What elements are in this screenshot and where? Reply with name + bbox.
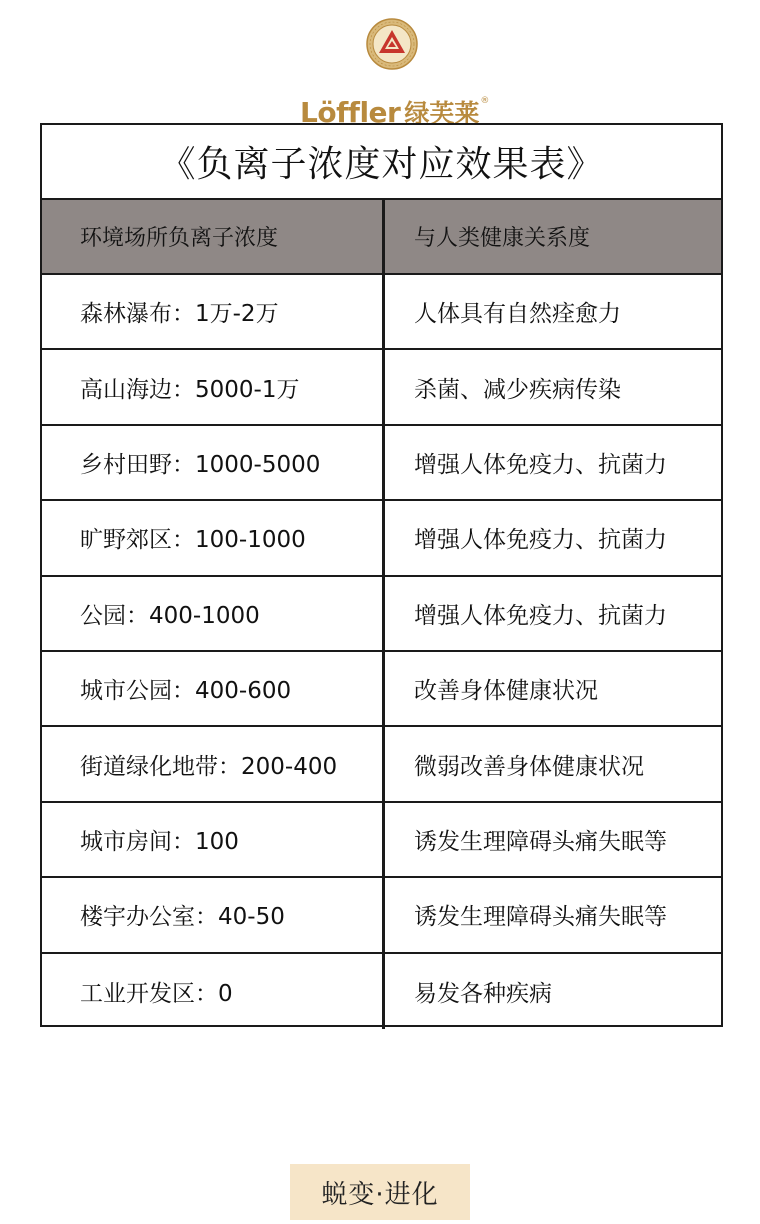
row-health-effect: 增强人体免疫力、抗菌力	[414, 527, 667, 554]
table-row	[42, 426, 721, 501]
table-row	[42, 652, 721, 727]
row-health-effect: 人体具有自然痊愈力	[414, 301, 621, 328]
table-header-row	[42, 200, 721, 275]
table-row	[42, 954, 721, 1029]
brand-logo	[0, 18, 760, 129]
header-concentration: 环境场所负离子浓度	[42, 200, 385, 273]
table-row	[42, 275, 721, 350]
row-health-effect: 杀菌、减少疾病传染	[414, 376, 621, 403]
footer-label: 蜕变·进化	[321, 1179, 439, 1210]
table-title: 《负离子浓度对应效果表》	[159, 144, 604, 185]
row-location-concentration: 街道绿化地带：200-400	[42, 727, 385, 800]
row-health-effect: 增强人体免疫力、抗菌力	[414, 602, 667, 629]
row-location-concentration: 旷野郊区：100-1000	[42, 501, 385, 574]
row-health-effect: 微弱改善身体健康状况	[414, 753, 644, 780]
row-location-concentration: 楼宇办公室：40-50	[42, 878, 385, 951]
row-health-effect: 改善身体健康状况	[414, 678, 598, 705]
row-location-concentration: 工业开发区：0	[42, 954, 385, 1029]
row-location-concentration: 高山海边：5000-1万	[42, 350, 385, 423]
registered-mark: ®	[480, 96, 490, 106]
row-location-concentration: 森林瀑布：1万-2万	[42, 275, 385, 348]
triangle-emblem-icon	[366, 18, 418, 70]
table-row	[42, 878, 721, 953]
table-row	[42, 577, 721, 652]
table-row	[42, 350, 721, 425]
row-location-concentration: 乡村田野：1000-5000	[42, 426, 385, 499]
row-health-effect: 易发各种疾病	[414, 980, 552, 1007]
table-row	[42, 803, 721, 878]
row-health-effect: 诱发生理障碍头痛失眠等	[414, 828, 667, 855]
row-health-effect: 诱发生理障碍头痛失眠等	[414, 904, 667, 931]
row-health-effect: 增强人体免疫力、抗菌力	[414, 451, 667, 478]
row-location-concentration: 城市房间：100	[42, 803, 385, 876]
row-location-concentration: 城市公园：400-600	[42, 652, 385, 725]
table-row	[42, 501, 721, 576]
footer-badge	[290, 1164, 470, 1220]
table-title-row	[42, 125, 721, 200]
table-row	[42, 727, 721, 802]
row-location-concentration: 公园：400-1000	[42, 577, 385, 650]
brand-chinese-name: 绿芙莱	[404, 99, 480, 128]
ion-concentration-table	[40, 123, 723, 1027]
brand-latin-name: Löffler	[300, 96, 401, 129]
header-health-relation: 与人类健康关系度	[414, 226, 591, 251]
